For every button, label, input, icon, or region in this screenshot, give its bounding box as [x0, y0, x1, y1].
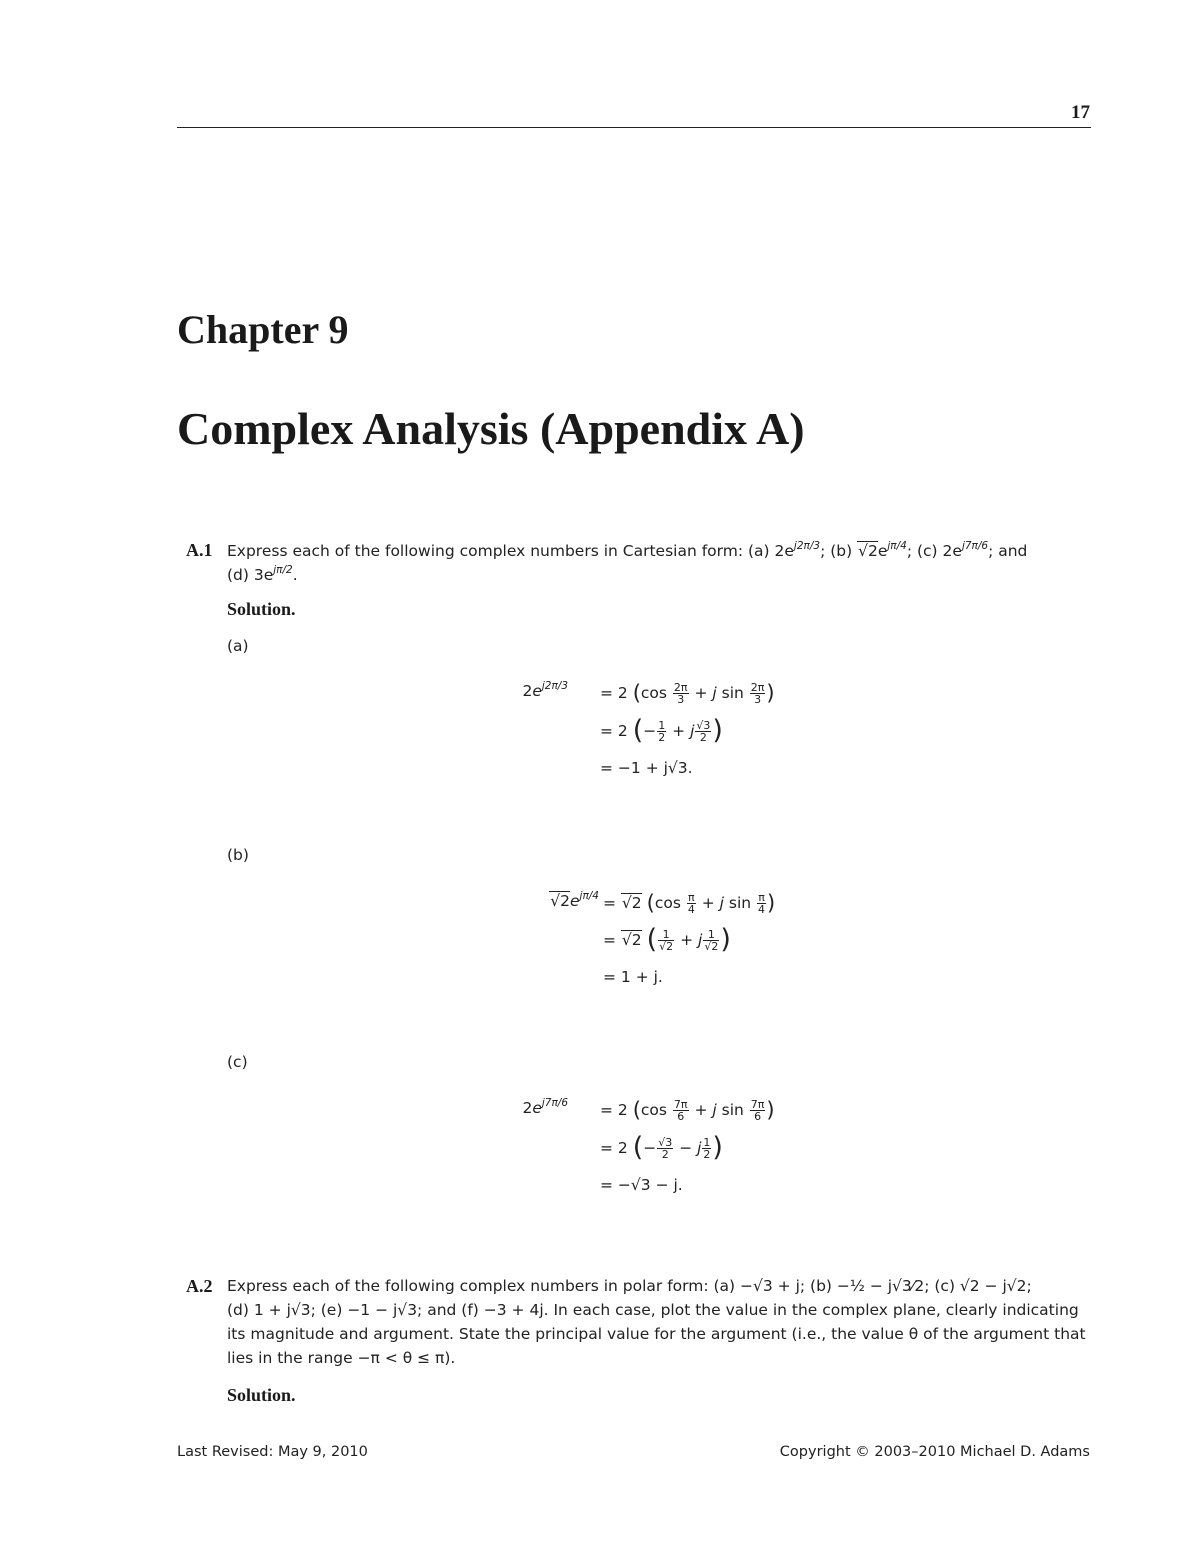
problem-a1-line-2: (d) $3e^{j\pi/2}$. [227, 564, 298, 584]
problem-a1-statement [227, 539, 1093, 587]
eq-a-line-1: = 2 (cos $\frac{2\pi}{3}$ + j sin $\frac{2\pi}{3}$ ) [600, 681, 775, 706]
eq-c-line-1: = 2 (cos $\frac{7\pi}{6}$ + j sin $\frac{7\pi}{6}$ ) [600, 1098, 775, 1123]
eq-b-result: = 1 + j. [603, 968, 663, 986]
problem-a2-line-3: its magnitude and argument. State the principal value for the argument (i.e., the value θ of the argument that [227, 1325, 1086, 1343]
eq-b-line-1: = √2 (cos $\frac{\pi}{4}$ + j sin $\frac{\pi}{4}$ ) [603, 891, 776, 916]
problem-a1-line-2-text: (d) 3e [227, 566, 274, 584]
eq-a-lhs: $2e^{j2\pi/3}$ [522, 680, 568, 700]
eq-a-line-2: = 2 (− $\frac{1}{2}$ + j $\frac{√3}{2}$ ) [600, 715, 723, 746]
page-number: 17 [1071, 102, 1090, 123]
problem-number-a2: A.2 [186, 1276, 213, 1296]
problem-a1-line-1-text: Express each of the following complex numbers in Cartesian form: (a) 2e [227, 542, 794, 560]
problem-number-a1: A.1 [186, 540, 213, 560]
eq-c-result: = −√3 − j. [600, 1176, 683, 1194]
problem-a2-line-2: (d) 1 + j√3; (e) −1 − j√3; and (f) −3 + 4j. In each case, plot the value in the complex plane, clearly indicating [227, 1301, 1079, 1319]
footer-last-revised: Last Revised: May 9, 2010 [177, 1444, 368, 1460]
problem-a2-line-4: lies in the range −π < θ ≤ π). [227, 1349, 456, 1367]
solution-label-a2: Solution. [227, 1385, 296, 1405]
header-rule [177, 127, 1091, 128]
chapter-label: Chapter 9 [177, 307, 349, 352]
problem-a2-statement [227, 1274, 1093, 1370]
eq-c-line-2: = 2 (− $\frac{√3}{2}$ − j $\frac{1}{2}$ ) [600, 1132, 723, 1163]
eq-c-lhs: $2e^{j7\pi/6}$ [522, 1097, 568, 1117]
problem-a1-line-1: Express each of the following complex numbers in Cartesian form: (a) $2e^{j2\pi/3}$; (b) $√2e^{j\pi/4}$; (c) $2e^{j7\pi/6}$; and [227, 540, 1028, 560]
chapter-title: Complex Analysis (Appendix A) [177, 403, 805, 454]
part-label-b: (b) [227, 846, 249, 864]
eq-b-lhs: $√2e^{j\pi/4}$ [550, 890, 599, 910]
part-label-c: (c) [227, 1053, 248, 1071]
solution-label-a1: Solution. [227, 599, 296, 619]
part-label-a: (a) [227, 637, 249, 655]
footer-copyright: Copyright © 2003–2010 Michael D. Adams [779, 1444, 1090, 1460]
eq-a-result: = −1 + j√3. [600, 759, 693, 777]
problem-a2-line-1: Express each of the following complex numbers in polar form: (a) −√3 + j; (b) −½ − j√3⁄2; (c) √2 − j√2; [227, 1277, 1032, 1295]
eq-b-line-2: = √2 ( $\frac{1}{√2}$ + j $\frac{1}{√2}$ ) [603, 924, 731, 955]
